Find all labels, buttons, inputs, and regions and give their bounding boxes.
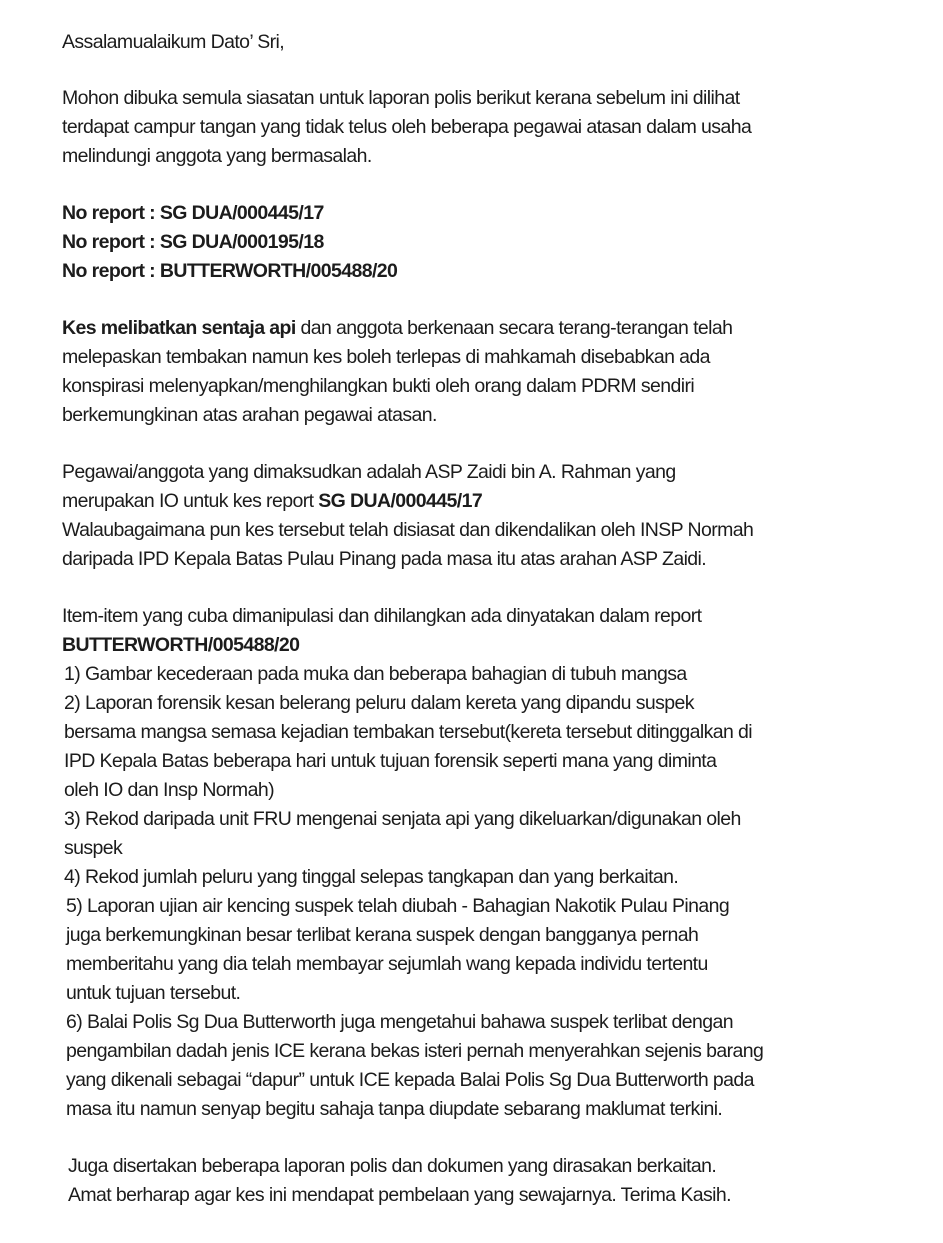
report-number: No report : SG DUA/000195/18 bbox=[62, 231, 324, 253]
officer-line: Pegawai/anggota yang dimaksudkan adalah ASP Zaidi bin A. Rahman yang bbox=[62, 461, 676, 483]
officer-line: Walaubagaimana pun kes tersebut telah disiasat dan dikendalikan oleh INSP Normah bbox=[62, 519, 754, 541]
item-line: bersama mangsa semasa kejadian tembakan tersebut(kereta tersebut ditinggalkan di bbox=[64, 721, 753, 743]
items-intro-report: BUTTERWORTH/005488/20 bbox=[62, 634, 300, 656]
case-line-rest: dan anggota berkenaan secara terang-terangan telah bbox=[295, 317, 733, 339]
item-line: oleh IO dan Insp Normah) bbox=[64, 779, 274, 801]
item-line: pengambilan dadah jenis ICE kerana bekas isteri pernah menyerahkan sejenis barang bbox=[66, 1040, 764, 1062]
item-line: suspek bbox=[64, 837, 123, 859]
closing-line: Juga disertakan beberapa laporan polis dan dokumen yang dirasakan berkaitan. bbox=[68, 1155, 717, 1177]
item-line: juga berkemungkinan besar terlibat kerana suspek dengan bangganya pernah bbox=[66, 924, 699, 946]
officer-line-text: merupakan IO untuk kes report bbox=[62, 490, 319, 512]
officer-report-number: SG DUA/000445/17 bbox=[318, 490, 483, 512]
item-line: 6) Balai Polis Sg Dua Butterworth juga mengetahui bahawa suspek terlibat dengan bbox=[66, 1011, 733, 1033]
item-line: IPD Kepala Batas beberapa hari untuk tujuan forensik seperti mana yang diminta bbox=[64, 750, 717, 772]
report-number: No report : BUTTERWORTH/005488/20 bbox=[62, 260, 398, 282]
item-line: 5) Laporan ujian air kencing suspek telah diubah - Bahagian Nakotik Pulau Pinang bbox=[66, 895, 730, 917]
officer-line: daripada IPD Kepala Batas Pulau Pinang pada masa itu atas arahan ASP Zaidi. bbox=[62, 548, 707, 570]
item-line: untuk tujuan tersebut. bbox=[66, 982, 241, 1004]
item-line: 4) Rekod jumlah peluru yang tinggal selepas tangkapan dan yang berkaitan. bbox=[64, 866, 679, 888]
intro-line: melindungi anggota yang bermasalah. bbox=[62, 145, 372, 167]
item-line: 2) Laporan forensik kesan belerang peluru dalam kereta yang dipandu suspek bbox=[64, 692, 694, 714]
items-intro-line: Item-item yang cuba dimanipulasi dan dihilangkan ada dinyatakan dalam report bbox=[62, 605, 702, 627]
intro-line: Mohon dibuka semula siasatan untuk laporan polis berikut kerana sebelum ini dilihat bbox=[62, 87, 740, 109]
case-line: berkemungkinan atas arahan pegawai atasan. bbox=[62, 404, 437, 426]
case-line: melepaskan tembakan namun kes boleh terlepas di mahkamah disebabkan ada bbox=[62, 346, 710, 368]
intro-line: terdapat campur tangan yang tidak telus oleh beberapa pegawai atasan dalam usaha bbox=[62, 116, 752, 138]
greeting: Assalamualaikum Dato’ Sri, bbox=[62, 31, 285, 53]
item-line: masa itu namun senyap begitu sahaja tanpa diupdate sebarang maklumat terkini. bbox=[66, 1098, 723, 1120]
case-line bbox=[62, 314, 732, 342]
case-line: konspirasi melenyapkan/menghilangkan bukti oleh orang dalam PDRM sendiri bbox=[62, 375, 695, 397]
case-bold-lead: Kes melibatkan sentaja api bbox=[62, 317, 296, 339]
item-line: 3) Rekod daripada unit FRU mengenai senjata api yang dikeluarkan/digunakan oleh bbox=[64, 808, 741, 830]
officer-line bbox=[62, 487, 482, 515]
item-line: memberitahu yang dia telah membayar sejumlah wang kepada individu tertentu bbox=[66, 953, 708, 975]
item-line: 1) Gambar kecederaan pada muka dan beberapa bahagian di tubuh mangsa bbox=[64, 663, 687, 685]
report-number: No report : SG DUA/000445/17 bbox=[62, 202, 324, 224]
closing-line: Amat berharap agar kes ini mendapat pembelaan yang sewajarnya. Terima Kasih. bbox=[68, 1184, 731, 1206]
item-line: yang dikenali sebagai “dapur” untuk ICE kepada Balai Polis Sg Dua Butterworth pada bbox=[66, 1069, 754, 1091]
